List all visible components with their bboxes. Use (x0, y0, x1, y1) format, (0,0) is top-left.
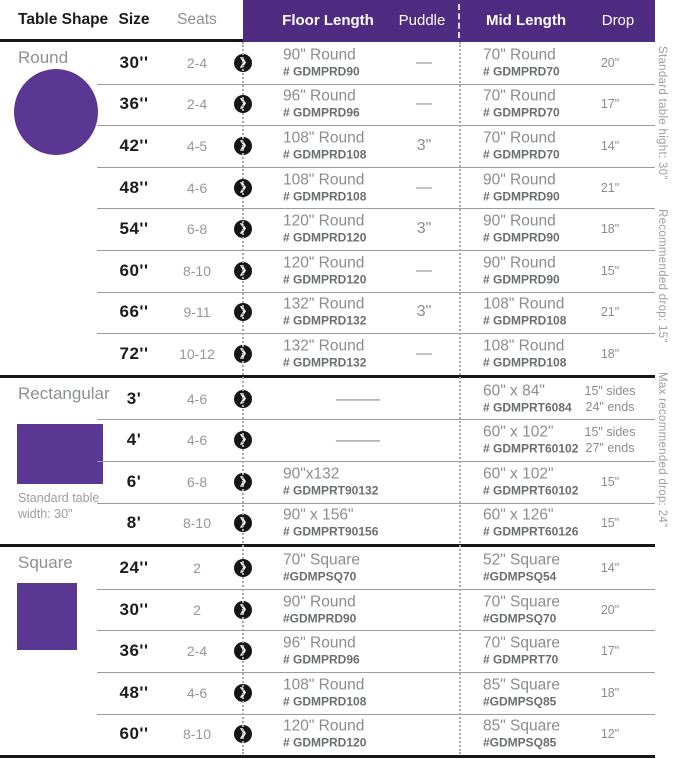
chevron-right-icon: ❯ (234, 559, 252, 577)
seats-value: 2 (193, 559, 201, 576)
chevron-right-icon: ❯ (234, 684, 252, 702)
mid-length-value: 70" Square (483, 634, 561, 652)
dotted-divider-mid (459, 42, 461, 754)
floor-length-sku: # GDMPRD120 (283, 735, 367, 750)
chevron-right-icon: ❯ (234, 179, 252, 197)
mid-length-value: 70" Round (483, 129, 556, 147)
floor-length-value: 108" Round (283, 171, 365, 189)
size-value: 36'' (119, 641, 149, 661)
no-floor-length-dash: — (335, 430, 381, 450)
drop-value: 21" (600, 305, 620, 320)
floor-length-sku: # GDMPRD120 (283, 230, 367, 245)
drop-value: 15" sides (584, 383, 636, 398)
seats-value: 10-12 (179, 345, 215, 362)
floor-length-cell (283, 88, 393, 121)
floor-length-value: 90"x132 (283, 465, 340, 483)
mid-length-sku: # GDMPRD70 (483, 64, 560, 79)
floor-length-cell (283, 254, 393, 287)
chevron-right-icon: ❯ (234, 642, 252, 660)
header-purple-band (243, 0, 655, 42)
mid-length-sku: # GDMPRD90 (483, 189, 560, 204)
drop-cell (568, 685, 652, 701)
drop-value: 14" (600, 560, 620, 575)
chevron-right-icon: ❯ (234, 137, 252, 155)
size-value: 54'' (119, 219, 149, 239)
floor-length-value: 90" x 156" (283, 506, 354, 524)
seats-value: 4-6 (186, 432, 208, 449)
puddle-value: — (416, 344, 432, 362)
drop-value: 18" (600, 346, 620, 361)
floor-length-sku: # GDMPRD120 (283, 272, 367, 287)
chevron-right-icon: ❯ (234, 601, 252, 619)
size-value: 4' (126, 430, 142, 450)
mid-length-value: 70" Square (483, 593, 561, 611)
drop-value: 15" (600, 516, 620, 531)
mid-length-sku: # GDMPRT70 (483, 652, 559, 667)
col-header-mid-length: Mid Length (486, 12, 566, 29)
seats-value: 4-6 (186, 390, 208, 407)
chevron-right-icon: ❯ (234, 303, 252, 321)
drop-cell (568, 96, 652, 112)
floor-length-sku: # GDMPRD108 (283, 189, 367, 204)
drop-secondary-value: 27" ends (585, 441, 635, 456)
table-row (0, 378, 655, 420)
size-value: 66'' (119, 302, 149, 322)
col-header-floor-length: Floor Length (282, 12, 374, 29)
drop-cell (568, 263, 652, 279)
mid-length-value: 52" Square (483, 551, 561, 569)
table-row (0, 84, 655, 126)
chevron-right-icon: ❯ (234, 725, 252, 743)
dotted-divider-left (242, 42, 244, 754)
chevron-right-icon: ❯ (234, 262, 252, 280)
mid-length-value: 70" Round (483, 87, 556, 105)
mid-length-value: 108" Round (483, 337, 565, 355)
table-row (0, 125, 655, 167)
drop-cell (568, 180, 652, 196)
size-value: 72'' (119, 343, 149, 363)
size-value: 6' (126, 471, 142, 491)
mid-length-sku: # GDMPRD70 (483, 147, 560, 162)
mid-length-value: 90" Round (483, 212, 556, 230)
drop-cell (568, 560, 652, 576)
mid-length-value: 60" x 102" (483, 423, 554, 441)
drop-value: 18" (600, 685, 620, 700)
drop-cell (568, 643, 652, 659)
mid-length-value: 90" Round (483, 171, 556, 189)
drop-value: 17" (600, 644, 620, 659)
floor-length-value: 90" Round (283, 593, 356, 611)
seats-value: 8-10 (182, 726, 212, 743)
floor-length-cell (283, 593, 393, 626)
floor-length-sku: # GDMPRD132 (283, 355, 367, 370)
size-value: 48'' (119, 682, 149, 702)
seats-value: 2-4 (186, 96, 208, 113)
floor-length-cell (283, 507, 393, 540)
side-note-table-height: Standard table hight: 30" (656, 46, 668, 180)
mid-length-value: 85" Square (483, 676, 561, 694)
col-header-seats: Seats (177, 11, 217, 28)
drop-value: 15" sides (584, 425, 636, 440)
section-note: Standard table width: 30" (18, 490, 100, 521)
seats-value: 6-8 (186, 221, 208, 238)
seats-value: 2-4 (186, 54, 208, 71)
drop-value: 15" (600, 474, 620, 489)
size-value: 60'' (119, 260, 149, 280)
mid-length-sku: # GDMPRT60126 (483, 524, 579, 539)
floor-length-value: 70" Square (283, 551, 361, 569)
drop-cell (568, 726, 652, 742)
chart-header (0, 0, 679, 42)
seats-value: 8-10 (182, 515, 212, 532)
drop-cell (568, 474, 652, 490)
chevron-right-icon: ❯ (234, 345, 252, 363)
size-value: 36'' (119, 94, 149, 114)
size-value: 8' (126, 513, 142, 533)
mid-length-value: 60" x 126" (483, 506, 554, 524)
floor-length-value: 120" Round (283, 212, 365, 230)
table-row (0, 42, 655, 84)
drop-value: 12" (600, 727, 620, 742)
chevron-right-icon: ❯ (234, 220, 252, 238)
drop-value: 20" (600, 55, 620, 70)
side-notes (656, 46, 668, 554)
mid-length-value: 108" Round (483, 295, 565, 313)
mid-length-sku: #GDMPSQ70 (483, 611, 557, 626)
size-value: 42'' (119, 135, 149, 155)
table-row (0, 250, 655, 292)
floor-length-sku: # GDMPRT90156 (283, 524, 379, 539)
seats-value: 4-6 (186, 179, 208, 196)
floor-length-cell (283, 676, 393, 709)
puddle-value: — (416, 261, 432, 279)
puddle-value: 3" (416, 303, 432, 321)
table-row (0, 461, 655, 503)
floor-length-cell (283, 171, 393, 204)
mid-length-value: 60" x 102" (483, 465, 554, 483)
table-row (0, 419, 655, 461)
puddle-value: — (416, 53, 432, 71)
table-row (0, 589, 655, 631)
mid-length-sku: #GDMPSQ54 (483, 569, 557, 584)
table-row (0, 167, 655, 209)
section-label: Round (18, 48, 69, 67)
table-row (0, 503, 655, 545)
puddle-value: 3" (416, 136, 432, 154)
puddle-value: — (416, 95, 432, 113)
drop-value: 17" (600, 97, 620, 112)
table-row (0, 672, 655, 714)
drop-value: 21" (600, 180, 620, 195)
mid-length-sku: # GDMPRD70 (483, 105, 560, 120)
chevron-right-icon: ❯ (234, 54, 252, 72)
floor-length-sku: # GDMPRD96 (283, 652, 360, 667)
drop-cell (568, 346, 652, 362)
shape-section (0, 544, 655, 755)
mid-length-sku: # GDMPRD90 (483, 272, 560, 287)
drop-cell (568, 383, 652, 415)
section-label: Square (18, 553, 73, 573)
size-value: 3' (126, 388, 142, 408)
header-left (0, 0, 243, 42)
seats-value: 6-8 (186, 473, 208, 490)
floor-length-cell (283, 46, 393, 79)
table-row (0, 333, 655, 375)
floor-length-cell (283, 129, 393, 162)
floor-length-sku: # GDMPRT90132 (283, 483, 379, 498)
floor-length-cell (283, 213, 393, 246)
drop-cell (568, 55, 652, 71)
chevron-right-icon: ❯ (234, 473, 252, 491)
drop-cell (568, 138, 652, 154)
drop-cell (568, 221, 652, 237)
floor-length-cell (283, 465, 393, 498)
shape-section (0, 375, 655, 544)
drop-value: 14" (600, 138, 620, 153)
floor-length-cell (283, 635, 393, 668)
size-value: 30'' (119, 599, 149, 619)
mid-length-sku: #GDMPSQ85 (483, 694, 557, 709)
col-header-size: Size (118, 11, 150, 28)
seats-value: 9-11 (183, 304, 211, 321)
table-body (0, 42, 655, 758)
chevron-right-icon: ❯ (234, 390, 252, 408)
shape-section (0, 42, 655, 375)
mid-length-sku: # GDMPRD108 (483, 313, 567, 328)
table-row (0, 547, 655, 589)
floor-length-sku: # GDMPRD96 (283, 105, 360, 120)
no-floor-length-dash: — (335, 388, 381, 408)
floor-length-value: 108" Round (283, 676, 365, 694)
mid-length-value: 60" x 84" (483, 382, 545, 400)
side-note-recommended-drop: Recommended drop: 15" (656, 209, 668, 343)
mid-length-sku: #GDMPSQ85 (483, 735, 557, 750)
floor-length-value: 96" Round (283, 87, 356, 105)
floor-length-sku: #GDMPRD90 (283, 611, 357, 626)
chevron-right-icon: ❯ (234, 95, 252, 113)
section-label: Rectangular (18, 383, 110, 403)
seats-value: 2-4 (186, 643, 208, 660)
drop-cell (568, 602, 652, 618)
floor-length-cell (283, 718, 393, 751)
mid-length-value: 90" Round (483, 254, 556, 272)
mid-length-value: 70" Round (483, 46, 556, 64)
size-value: 48'' (119, 177, 149, 197)
chevron-right-icon: ❯ (234, 431, 252, 449)
size-value: 24'' (119, 557, 149, 577)
floor-length-value: 132" Round (283, 295, 365, 313)
col-header-table-shape: Table Shape (18, 11, 109, 28)
drop-cell (568, 515, 652, 531)
table-row (0, 208, 655, 250)
floor-length-sku: # GDMPRD90 (283, 64, 360, 79)
mid-length-sku: # GDMPRT60102 (483, 441, 579, 456)
floor-length-value: 90" Round (283, 46, 356, 64)
puddle-value: — (416, 178, 432, 196)
seats-value: 8-10 (182, 262, 212, 279)
table-row (0, 714, 655, 756)
col-header-puddle: Puddle (398, 12, 446, 29)
floor-length-cell (283, 337, 393, 370)
floor-length-cell (283, 551, 393, 584)
drop-value: 20" (600, 602, 620, 617)
col-header-drop: Drop (601, 12, 635, 29)
mid-length-sku: # GDMPRD90 (483, 230, 560, 245)
size-value: 30'' (119, 52, 149, 72)
mid-length-value: 85" Square (483, 717, 561, 735)
floor-length-value: 120" Round (283, 717, 365, 735)
floor-length-cell (283, 296, 393, 329)
drop-secondary-value: 24" ends (585, 399, 635, 414)
chevron-right-icon: ❯ (234, 514, 252, 532)
floor-length-sku: # GDMPRD108 (283, 147, 367, 162)
size-value: 60'' (119, 724, 149, 744)
floor-length-sku: #GDMPSQ70 (283, 569, 357, 584)
drop-cell (568, 424, 652, 456)
mid-length-sku: # GDMPRT60102 (483, 483, 579, 498)
mid-length-sku: # GDMPRT6084 (483, 400, 572, 415)
mid-length-sku: # GDMPRD108 (483, 355, 567, 370)
seats-value: 2 (193, 601, 201, 618)
drop-value: 18" (600, 222, 620, 237)
seats-value: 4-5 (186, 137, 208, 154)
drop-value: 15" (600, 263, 620, 278)
floor-length-value: 120" Round (283, 254, 365, 272)
floor-length-sku: # GDMPRD132 (283, 313, 367, 328)
floor-length-sku: # GDMPRD108 (283, 694, 367, 709)
floor-length-value: 108" Round (283, 129, 365, 147)
seats-value: 4-6 (186, 684, 208, 701)
table-row (0, 630, 655, 672)
table-row (0, 292, 655, 334)
drop-cell (568, 304, 652, 320)
floor-length-value: 132" Round (283, 337, 365, 355)
floor-length-value: 96" Round (283, 634, 356, 652)
puddle-value: 3" (416, 220, 432, 238)
side-note-max-drop: Max recommended drop: 24" (656, 372, 668, 528)
